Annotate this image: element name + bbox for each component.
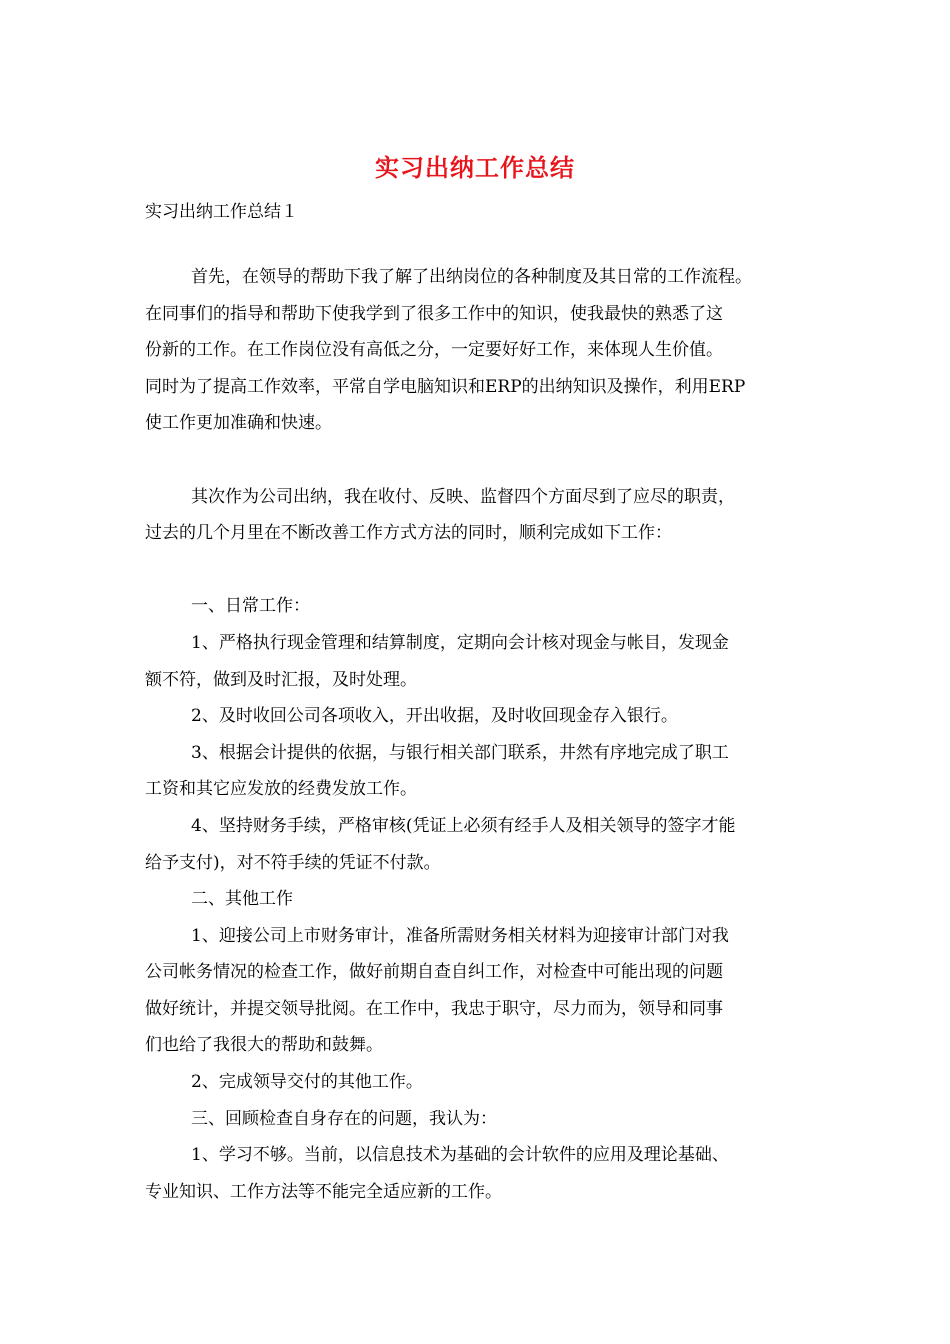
text-line: 一、日常工作： xyxy=(191,596,310,617)
text-line: 们也给了我很大的帮助和鼓舞。 xyxy=(145,1035,383,1056)
text-line: 3、根据会计提供的依据，与银行相关部门联系，井然有序地完成了职工 xyxy=(191,742,729,763)
text-line: 在同事们的指导和帮助下使我学到了很多工作中的知识，使我最快的熟悉了这 xyxy=(145,303,723,324)
document-title: 实习出纳工作总结 xyxy=(375,153,575,182)
text-line: 专业知识、工作方法等不能完全适应新的工作。 xyxy=(145,1181,502,1202)
paragraph-gap xyxy=(145,552,825,589)
text-line: 过去的几个月里在不断改善工作方式方法的同时，顺利完成如下工作： xyxy=(145,523,672,544)
text-line: 二、其他工作 xyxy=(191,889,293,910)
text-line: 其次作为公司出纳，我在收付、反映、监督四个方面尽到了应尽的职责， xyxy=(191,486,735,507)
text-line: 2、完成领导交付的其他工作。 xyxy=(191,1072,423,1093)
text-line: 首先，在领导的帮助下我了解了出纳岗位的各种制度及其日常的工作流程。 xyxy=(191,267,752,287)
document-subtitle: 实习出纳工作总结１ xyxy=(145,202,298,222)
text-line: 2、及时收回公司各项收入，开出收据，及时收回现金存入银行。 xyxy=(191,706,678,727)
text-line: 1、学习不够。当前，以信息技术为基础的会计软件的应用及理论基础、 xyxy=(191,1145,729,1166)
text-line: 同时为了提高工作效率，平常自学电脑知识和ERP的出纳知识及操作，利用ERP xyxy=(145,376,746,397)
text-line: 份新的工作。在工作岗位没有高低之分，一定要好好工作，来体现人生价值。 xyxy=(145,340,723,361)
text-line: 工资和其它应发放的经费发放工作。 xyxy=(145,779,417,800)
text-line: 做好统计，并提交领导批阅。在工作中，我忠于职守，尽力而为，领导和同事 xyxy=(145,998,723,1019)
text-line: 4、坚持财务手续，严格审核(凭证上必须有经手人及相关领导的签字才能 xyxy=(191,815,736,836)
text-line: 给予支付)，对不符手续的凭证不付款。 xyxy=(145,852,441,873)
text-line: 公司帐务情况的检查工作，做好前期自查自纠工作，对检查中可能出现的问题 xyxy=(145,962,723,983)
text-line: 1、迎接公司上市财务审计，准备所需财务相关材料为迎接审计部门对我 xyxy=(191,925,729,946)
text-line: 三、回顾检查自身存在的问题，我认为： xyxy=(191,1108,497,1129)
text-line: 1、严格执行现金管理和结算制度，定期向会计核对现金与帐目，发现金 xyxy=(191,632,729,653)
paragraph-gap xyxy=(145,442,825,479)
document-body xyxy=(145,259,825,1210)
text-line: 额不符，做到及时汇报，及时处理。 xyxy=(145,669,417,690)
text-line: 使工作更加准确和快速。 xyxy=(145,413,332,434)
